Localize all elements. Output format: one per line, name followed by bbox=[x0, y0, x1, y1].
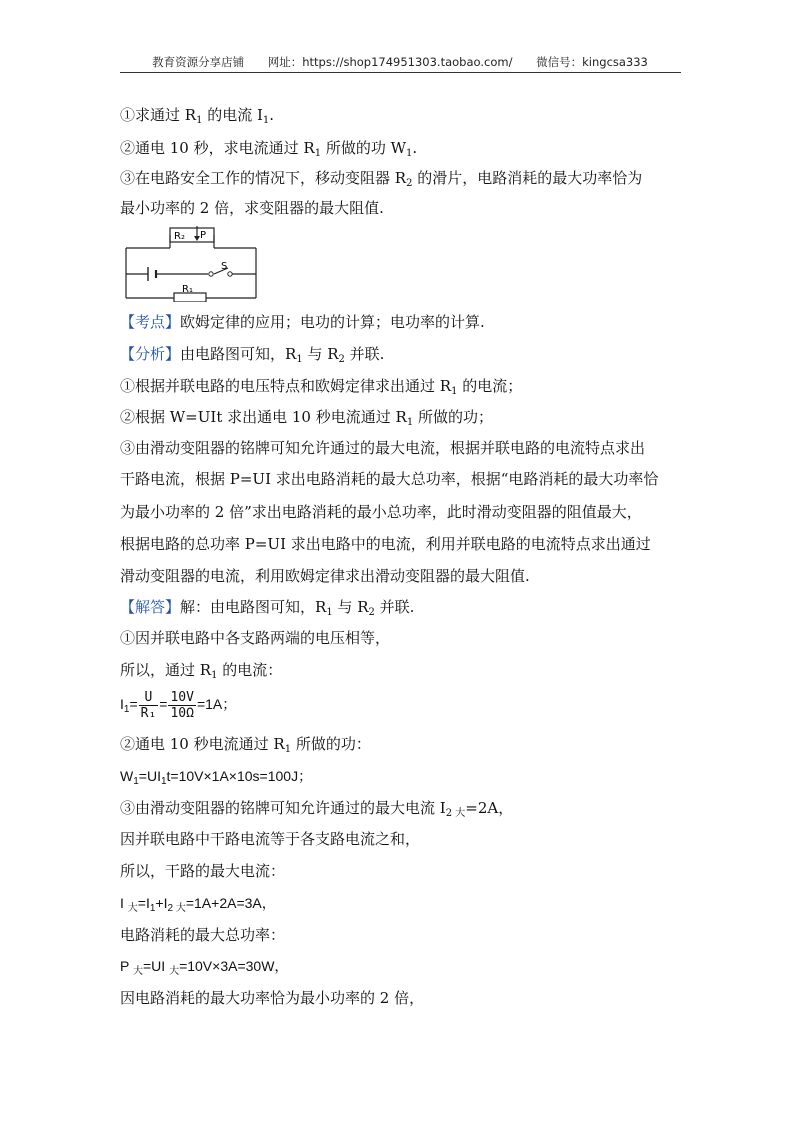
kaodian-tag: 【考点】 bbox=[120, 313, 181, 331]
circuit-diagram bbox=[120, 222, 260, 302]
shop-url[interactable]: 网址：https://shop174951303.taobao.com/ bbox=[267, 55, 513, 69]
jieda-line-12: P $_大$=UI $_大$=10V×3A=30W， bbox=[120, 958, 289, 977]
s-label: S bbox=[221, 261, 228, 272]
jieda-line-6: $W_1=UI_1t=10V\times 1A\times 10s=100J$； bbox=[120, 768, 313, 787]
wechat-id: 微信号：kingcsa333 bbox=[536, 55, 648, 69]
fenxi-line-3: ②根据 W=UIt 求出通电 10 秒电流通过 $R_1$ 所做的功； bbox=[120, 408, 493, 428]
r1-label: R₁ bbox=[182, 284, 193, 295]
r2-label: R₂ bbox=[174, 231, 185, 242]
fraction-10v-10ohm: $\frac{10V}{10\Omega}$ bbox=[170, 689, 194, 721]
fenxi-line-7: 根据电路的总功率 P=UI 求出电路中的电流，利用并联电路的电流特点求出通过 bbox=[120, 535, 651, 553]
jieda-line-7: ③由滑动变阻器的铭牌可知允许通过的最大电流 $I_{2 大}=2A$， bbox=[120, 799, 514, 819]
p-label: P bbox=[200, 230, 207, 241]
question-3: ③在电路安全工作的情况下，移动变阻器 $R_2$ 的滑片，电路消耗的最大功率恰为 bbox=[120, 169, 643, 189]
fenxi-line-5: 干路电流，根据 P=UI 求出电路消耗的最大总功率，根据“电路消耗的最大功率恰 bbox=[120, 470, 659, 488]
fenxi-tag: 【分析】 bbox=[120, 345, 181, 363]
jieda-line-2: ①因并联电路中各支路两端的电压相等， bbox=[120, 629, 391, 647]
fenxi-line-4: ③由滑动变阻器的铭牌可知允许通过的最大电流，根据并联电路的电流特点求出 bbox=[120, 439, 646, 457]
jieda-line-13: 因电路消耗的最大功率恰为最小功率的 2 倍， bbox=[120, 989, 425, 1007]
jieda-line-10: I $_大=I_1+I_{2 大}=1A+2A=3A$， bbox=[120, 895, 276, 914]
header-divider bbox=[120, 72, 681, 73]
jieda-line-9: 所以，干路的最大电流： bbox=[120, 862, 286, 880]
kaodian-line: 【考点】欧姆定律的应用；电功的计算；电功率的计算. bbox=[120, 313, 485, 331]
question-2: ②通电 10 秒，求电流通过 $R_1$ 所做的功 $W_1$. bbox=[120, 139, 418, 159]
question-1: ①求通过 $R_1$ 的电流 $I_1$. bbox=[120, 106, 275, 126]
page-header bbox=[120, 54, 680, 70]
jieda-line-1: 【解答】解：由电路图可知，$R_1$ 与 $R_2$ 并联. bbox=[120, 598, 415, 618]
question-3-cont: 最小功率的 2 倍，求变阻器的最大阻值. bbox=[120, 199, 384, 217]
jieda-line-3: 所以，通过 $R_1$ 的电流： bbox=[120, 661, 283, 681]
jieda-line-5: ②通电 10 秒电流通过 $R_1$ 所做的功： bbox=[120, 735, 371, 755]
jieda-tag: 【解答】 bbox=[120, 598, 181, 616]
jieda-line-8: 因并联电路中干路电流等于各支路电流之和， bbox=[120, 830, 421, 848]
fenxi-line-6: 为最小功率的 2 倍”求出电路消耗的最小总功率，此时滑动变阻器的阻值最大， bbox=[120, 503, 642, 521]
fraction-u-r1: $\frac{U}{\text{R₁}}$ bbox=[140, 689, 157, 721]
jieda-line-11: 电路消耗的最大总功率： bbox=[120, 926, 286, 944]
shop-name: 教育资源分享店铺 bbox=[152, 55, 245, 69]
fenxi-line-2: ①根据并联电路的电压特点和欧姆定律求出通过 $R_1$ 的电流； bbox=[120, 377, 523, 397]
fenxi-line-1: 【分析】由电路图可知，$R_1$ 与 $R_2$ 并联. bbox=[120, 345, 385, 365]
fenxi-line-8: 滑动变阻器的电流，利用欧姆定律求出滑动变阻器的最大阻值. bbox=[120, 567, 530, 585]
jieda-formula-1: $I_1=$ $\frac{U}{\text{R₁}}$ = $\frac{10V}{10\Omega}$ =1A； bbox=[120, 689, 237, 721]
